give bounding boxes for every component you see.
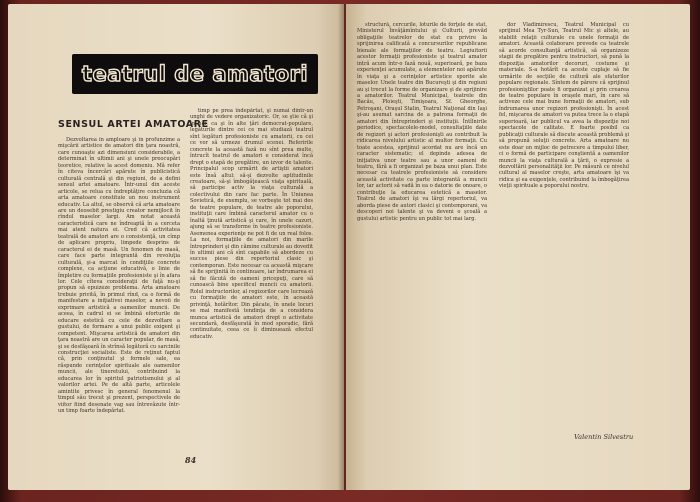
right-page: [346, 4, 690, 490]
section-heading: SENSUL ARTEI AMATOARE: [58, 119, 209, 130]
left-page: [8, 4, 344, 490]
right-column-1: [357, 22, 487, 466]
author-signature: Valentin Silvestru: [574, 433, 634, 441]
paragraph: timp pe prea îndepărtat, şi numai dintr-un unghi de vedere organizatoric. Or, se ştie că şi în noi, ca şi în alte ţări democrat-populare, legăturile dintre cei ce mai studiază teatrul sînt legături profesioniste cu amatorii, cu cei ce vor să urmeze drumul scenei. Referirile concrete la această fază nu sînt prea multe, întrucît teatrul de amatori e considerat încă drept o etapă de pregătire, un izvor de talente. Principalul scop urmărit de artiştii amatori este însă altul: să-şi dezvolte aptitudinile creatoare, să-şi îmbogăţească viaţa spirituală, să participe activ la viaţa culturală a colectivului din care fac parte. În Uniunea Sovietică, de exemplu, se vorbeşte tot mai des de teatre populare, de teatre ale poporului, instituţii care îmbină caracterul amator cu o înaltă ţinută artistică şi care, în unele cazuri, ajung să se transforme în teatre profesioniste. Asemenea experienţe ne pot fi de un real folos. La noi, formaţiile de amatori din marile întreprinderi şi din cămine culturale au dovedit în ultimii ani că sînt capabile să abordeze cu succes piese din repertoriul clasic şi contemporan. Este necesar ca această mişcare să fie sprijinită în continuare, iar îndrumarea ei să fie făcută de oameni pricepuţi, care să cunoască bine specificul muncii cu amatorii. Rolul instructorilor, al regizorilor care lucrează cu formaţiile de amatori este, în această privinţă, hotărîtor. Din păcate, în unele locuri se mai manifestă tendinţa de a considera munca artistică de amatori drept o activitate secundară, desfăşurată în mod sporadic, fără continuitate, ceea ce îi diminuează efectul educativ.: [190, 108, 313, 340]
paragraph: Dezvoltarea în amploare şi în profunzime a mişcării artistice de amatori din ţara noastră, care cunoaşte azi dimensiuni considerabile, a determinat în ultimii ani şi unele preocupări teoretice, relative la acest domeniu. Mă refer în citeva încercări apărute în publicistică culturală centrală şi din regiuni, de a defini sensul artei amatoare. Într-unul din aceste articole, se relua cu îndreptăţire concluzia că arta amatoare constituie un nou instrument educativ. La altul, se observă că arta amatoare are un deosebit prestigiu creator nemijlocit în rîndul maselor largi. Am notat această caracteristică care ne îndreaptă în a cerceta mai atent natura ei. Cred că activitatea teatrală de amatori are o consistenţă, un cîmp de aplicare propriu, limpede desprins de caracterul ei de masă. Un fenomen de masă, care face parte integrantă din revoluţia culturală, şi-a marcat în condiţiile concrete complexe, ca acţiune educativă, o linie de împletire cu formaţiile profesioniste şi în afara lor. Cele cîteva consideraţii de faţă nu-şi propun să epuizeze problema. Arta amatoare trebuie privită, în primul rînd, ca o formă de manifestare a iniţiativei maselor, a nevoii de exprimare artistică a oamenilor muncii. De aceea, în cadrul ei se îmbină eforturile de educare estetică cu cele de dezvoltare a gustului, de formare a unui public exigent şi competent. Mişcarea artistică de amatori din ţara noastră are un caracter popular, de masă, şi se desfăşoară în strînsă legătură cu sarcinile construcţiei socialiste. Este de reţinut faptul că, prin conţinutul şi formele sale, ea răspunde cerinţelor spirituale ale oamenilor muncii, ale tineretului, contribuind la educarea lor în spiritul patriotismului şi al valorilor artei. Pe de altă parte, articolele amintite privesc în general fenomenul la timpul său trecut şi prezent, perspectivele de viitor fiind desenate vag sau întrevăzute într-un timp foarte îndepărtat.: [58, 137, 180, 415]
right-column-2: [499, 22, 629, 427]
article-title: teatrul de amatori: [81, 62, 309, 86]
left-column-2: [190, 108, 313, 467]
paragraph: dor Vladimirescu, Teatrul Municipal cu sprijinul Mea Tyr-Sun, Teatrul Mic şi altele, au stabilit relaţii culturale cu unele formaţii de amatori. Această colaborare prevede ca teatrele să acorde consultanţă artistică, să organizeze stagii de pregătire pentru instructori, să pună la dispoziţia amatorilor decoruri, costume şi materiale. S-a hotărît ca aceste cuplaje să fie urmărite de secţiile de cultură ale sfaturilor populare regionale. Sîntem de părere că sprijinul profesioniştilor poate fi organizat şi prin crearea de teatre populare în oraşele mari, în care să activeze cele mai bune formaţii de amatori, sub îndrumarea unor regizori profesionişti. În acest fel, mişcarea de amatori va putea trece la o etapă superioară, iar publicul va avea la dispoziţie noi spectacole de calitate. E foarte posibil ca publicaţii culturale să discute această problemă şi să propună soluţii concrete. Arta amatoare nu este doar un mijloc de petrecere a timpului liber, ci o formă de participare conştientă a oamenilor muncii la viaţa culturală a ţării, o expresie a dezvoltării personalităţii lor. Pe măsură ce nivelul cultural al maselor creşte, arta amatoare îşi va ridica şi ea exigenţele, contribuind la îmbogăţirea vieţii spirituale a poporului nostru.: [499, 22, 629, 190]
page-number: 84: [185, 455, 197, 465]
article-title-banner: [72, 54, 318, 94]
paragraph: structură, cercurile, loturile de forţele de stat, Ministerul Învăţămîntului şi Culturii, prevăd obligaţiile teatrelor de stat cu privire la sprijinirea calificată a concursurilor republicane bienale ale formaţiilor de teatru. Legiuitorii acestor formaţii profesioniste şi teatrul amator intră acum într-o fază nouă, superioară, pe baza experienţei acumulate, a elementelor noi apărute în viaţa şi a cerinţelor artistice sporite ale maselor. Unele teatre din Bucureşti şi din regiuni au şi trecut la forme de organizare şi de sprijinire a amatorilor. Teatrul Municipal, teatrele din Bacău, Ploieşti, Timişoara, Sf. Gheorghe, Petroşani, Oraşul Stalin, Teatrul Naţional din Iaşi şi-au asumat sarcina de a patrona formaţii de amatori din întreprinderi şi instituţii. Întîlnirile periodice, spectacolele-model, consultaţiile date de regizori şi actori profesionişti au contribuit la ridicarea nivelului artistic al multor formaţii. Cu toate acestea, sprijinul acordat nu are încă un caracter sistematic; el depinde adesea de iniţiativa unor teatre sau a unor oameni de teatru, fără a fi organizat pe baza unui plan. Este necesar ca teatrele profesioniste să considere această activitate ca parte integrantă a muncii lor, iar actorii să vadă în ea o datorie de onoare, o contribuţie la educarea estetică a maselor. Teatrul de amatori îşi va lărgi repertoriul, va aborda piese de autori clasici şi contemporani, va descoperi noi talente şi va deveni o şcoală a gustului artistic pentru un public tot mai larg.: [357, 22, 487, 222]
left-column-1: [58, 137, 180, 467]
